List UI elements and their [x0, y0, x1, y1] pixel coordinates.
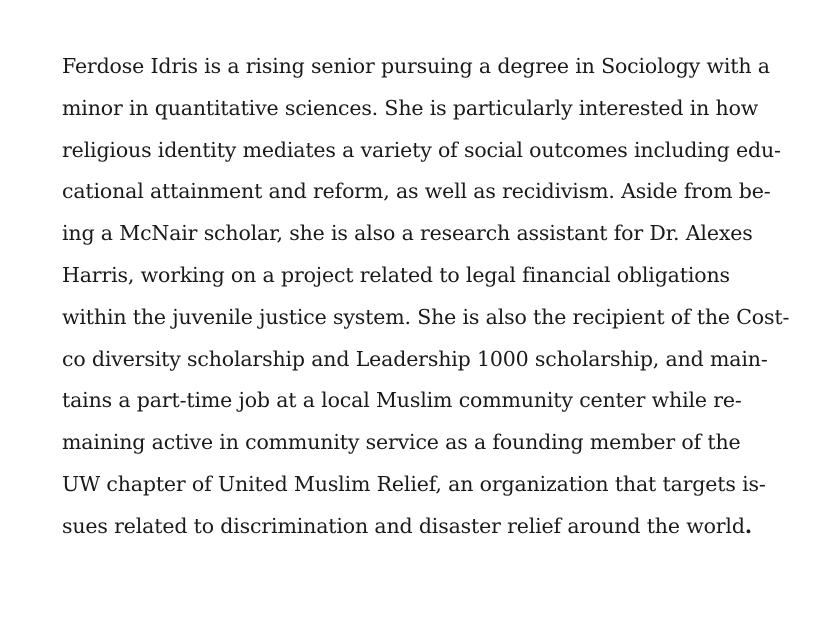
bio-line: within the juvenile justice system. She is also the recipient of the Cost-	[62, 304, 790, 329]
bio-line: cational attainment and reform, as well as recidivism. Aside from be-	[62, 179, 771, 204]
bio-line-text: sues related to discrimination and disaster relief around the world	[62, 513, 745, 538]
bio-line: Ferdose Idris is a rising senior pursuing a degree in Sociology with a	[62, 54, 770, 78]
bio-line: co diversity scholarship and Leadership 1000 scholarship, and main-	[62, 346, 768, 371]
bio-line: ing a McNair scholar, she is also a research assistant for Dr. Alexes	[62, 221, 753, 246]
bio-paragraph	[62, 46, 790, 548]
bio-line: religious identity mediates a variety of social outcomes including edu-	[62, 137, 781, 162]
bio-line: Harris, working on a project related to legal financial obligations	[62, 262, 730, 287]
bio-line: maining active in community service as a founding member of the	[62, 430, 741, 455]
bio-line: UW chapter of United Muslim Relief, an organization that targets is-	[62, 471, 766, 496]
bio-line: minor in quantitative sciences. She is particularly interested in how	[62, 95, 759, 120]
bio-line: tains a part-time job at a local Muslim community center while re-	[62, 388, 742, 413]
final-period: .	[744, 513, 752, 538]
bio-last-line	[62, 506, 782, 548]
